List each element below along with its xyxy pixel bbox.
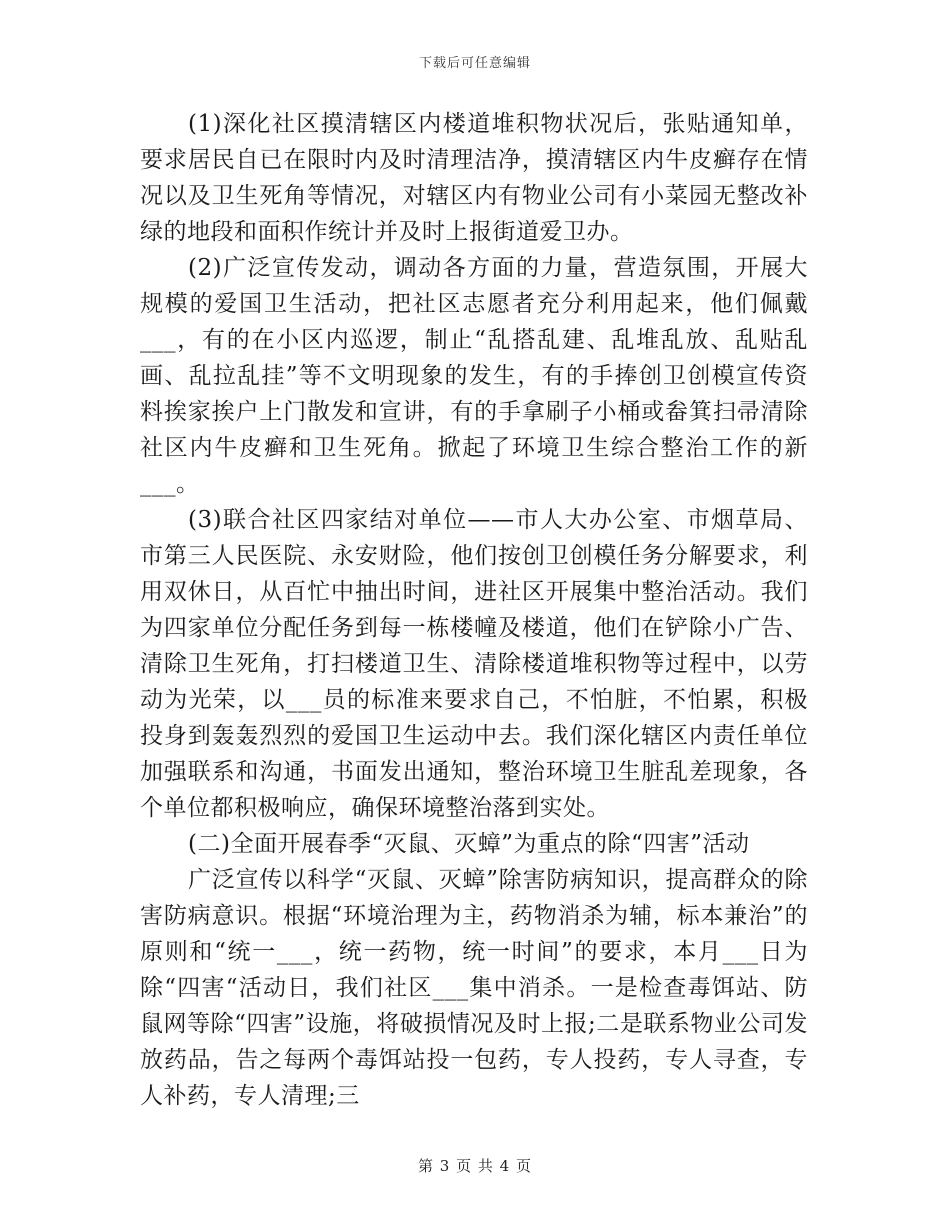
page-header: 下载后可任意编辑 [418,56,531,71]
section-heading: (二)全面开展春季“灭鼠、灭蟑”为重点的除“四害”活动 [188,831,750,857]
document-body [140,106,808,1114]
paragraph-3: (3)联合社区四家结对单位——市人大办公室、市烟草局、市第三人民医院、永安财险，他们按创卫创模任务分解要求，利用双休日，从百忙中抽出时间，进社区开展集中整治活动。我们为四家单位分配任务到每一栋楼幢及楼道，他们在铲除小广告、清除卫生死角，打扫楼道卫生、清除楼道堆积物等过程中，以劳动为光荣，以___员的标准来要求自己，不怕脏，不怕累，积极投身到轰轰烈烈的爱国卫生运动中去。我们深化辖区内责任单位加强联系和沟通，书面发出通知，整治环境卫生脏乱差现象，各个单位都积极响应，确保环境整治落到实处。 [140,507,808,821]
paragraph-1: (1)深化社区摸清辖区内楼道堆积物状况后，张贴通知单，要求居民自已在限时内及时清理洁净，摸清辖区内牛皮癣存在情况以及卫生死角等情况，对辖区内有物业公司有小菜园无整改补绿的地段和面积作统计并及时上报街道爱卫办。 [140,111,808,245]
paragraph-2: (2)广泛宣传发动，调动各方面的力量，营造氛围，开展大规模的爱国卫生活动，把社区志愿者充分利用起来，他们佩戴___，有的在小区内巡逻，制止“乱搭乱建、乱堆乱放、乱贴乱画、乱拉乱挂”等不文明现象的发生，有的手捧创卫创模宣传资料挨家挨户上门散发和宣讲，有的手拿刷子小桶或畚箕扫帚清除社区内牛皮癣和卫生死角。掀起了环境卫生综合整治工作的新___。 [140,255,808,497]
page-footer: 第 3 页 共 4 页 [418,1157,532,1175]
paragraph-4: 广泛宣传以科学“灭鼠、灭蟑”除害防病知识，提高群众的除害防病意识。根据“环境治理为主，药物消杀为辅，标本兼治”的原则和“统一___，统一药物，统一时间”的要求，本月___日为除“四害“活动日，我们社区___集中消杀。一是检查毒饵站、防鼠网等除“四害”设施，将破损情况及时上报;二是联系物业公司发放药品，告之每两个毒饵站投一包药，专人投药，专人寻查，专人补药，专人清理;三 [140,867,808,1109]
